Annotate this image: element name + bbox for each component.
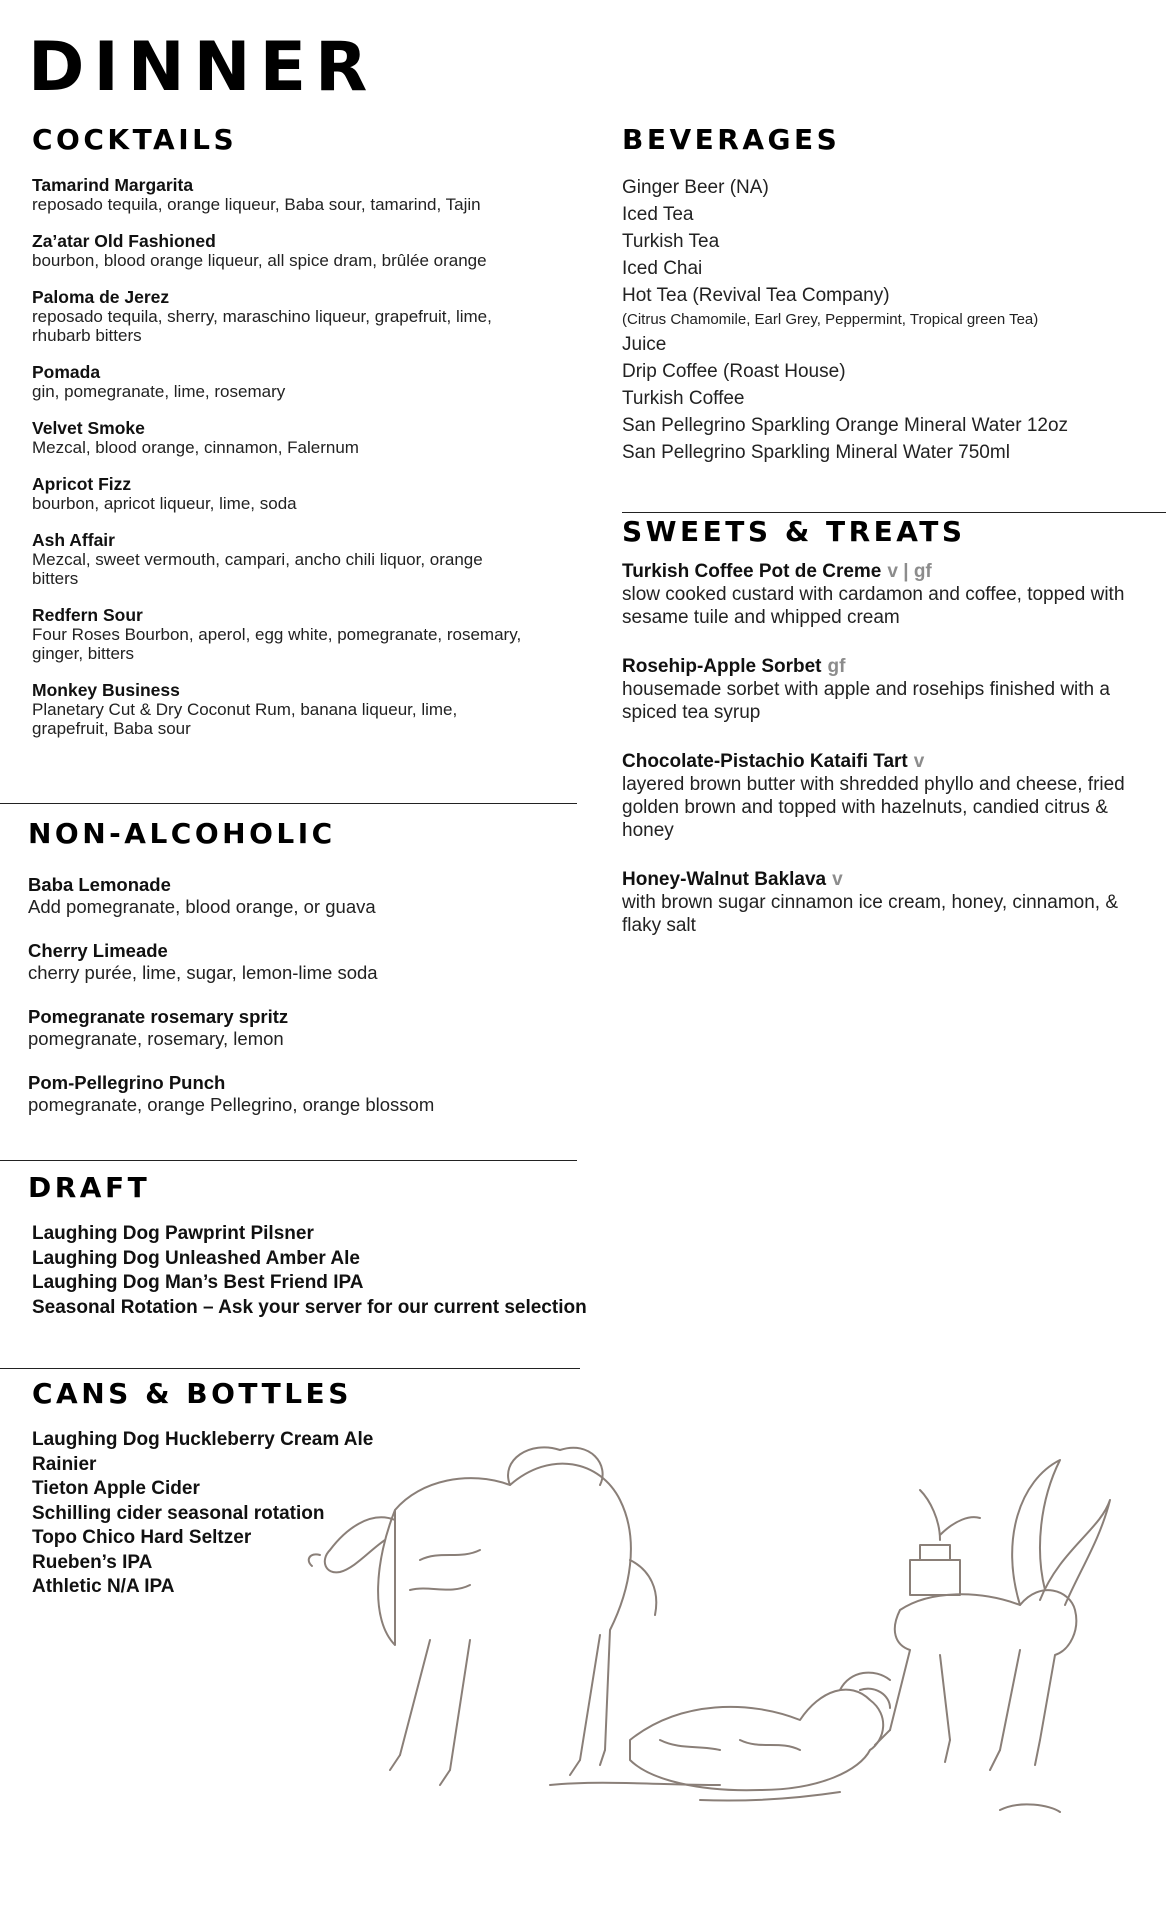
item-desc: pomegranate, orange Pellegrino, orange blossom [28, 1094, 435, 1115]
beverage-item: Drip Coffee (Roast House) [622, 361, 846, 382]
draft-section [28, 1171, 648, 1320]
cocktail-item [32, 232, 532, 270]
can-item: Laughing Dog Huckleberry Cream Ale [32, 1429, 374, 1450]
item-name-text: Rosehip-Apple Sorbet [622, 656, 822, 677]
ibex-sketch [875, 1460, 1110, 1812]
draft-item: Laughing Dog Man’s Best Friend IPA [32, 1272, 364, 1293]
animal-sketch-illustration [300, 1440, 1125, 1880]
sweets-list [622, 560, 1142, 937]
cocktail-item [32, 606, 532, 663]
beverages-section [622, 123, 1152, 466]
sweet-item [622, 655, 1142, 724]
draft-list [32, 1222, 648, 1320]
cocktail-item [32, 288, 532, 345]
beverage-item: San Pellegrino Sparkling Mineral Water 750ml [622, 442, 1010, 463]
item-desc: with brown sugar cinnamon ice cream, honey, cinnamon, & flaky salt [622, 892, 1119, 936]
dietary-tag: gf [827, 656, 846, 677]
item-name: Pom-Pellegrino Punch [28, 1072, 226, 1093]
draft-item: Seasonal Rotation – Ask your server for our current selection [32, 1296, 587, 1318]
cocktail-item [32, 363, 532, 401]
item-desc: pomegranate, rosemary, lemon [28, 1028, 284, 1049]
cans-heading: CANS & BOTTLES [32, 1377, 352, 1410]
item-name: Tamarind Margarita [32, 175, 194, 195]
item-name [622, 868, 1142, 891]
dietary-tag: v | gf [887, 561, 932, 582]
item-desc: bourbon, blood orange liqueur, all spice dram, brûlée orange [32, 251, 487, 270]
item-name: Za’atar Old Fashioned [32, 231, 216, 251]
item-name [622, 750, 1142, 773]
draft-item: Laughing Dog Unleashed Amber Ale [32, 1247, 360, 1269]
can-item: Tieton Apple Cider [32, 1478, 200, 1499]
item-desc: Four Roses Bourbon, aperol, egg white, pomegranate, rosemary, ginger, bitters [32, 625, 522, 663]
item-desc: reposado tequila, sherry, maraschino liqueur, grapefruit, lime, rhubarb bitters [32, 307, 492, 345]
non-alcoholic-list [28, 874, 568, 1116]
item-name-text: Turkish Coffee Pot de Creme [622, 561, 882, 582]
can-item: Topo Chico Hard Seltzer [32, 1527, 252, 1548]
cocktail-item [32, 419, 532, 457]
section-divider [622, 512, 1166, 513]
goat-sketch [550, 1673, 890, 1801]
item-desc: Add pomegranate, blood orange, or guava [28, 896, 376, 917]
item-name-text: Chocolate-Pistachio Kataifi Tart [622, 751, 908, 772]
beverage-item: Ginger Beer (NA) [622, 177, 769, 198]
item-name: Apricot Fizz [32, 474, 132, 494]
sweets-section [622, 515, 1142, 963]
item-name: Pomegranate rosemary spritz [28, 1006, 289, 1027]
cocktails-section [32, 123, 532, 756]
cocktail-item [32, 176, 532, 214]
item-desc: layered brown butter with shredded phyllo and cheese, fried golden brown and topped with hazelnuts, candied citrus & honey [622, 774, 1125, 841]
draft-heading: DRAFT [28, 1171, 151, 1204]
beverage-item: Turkish Tea [622, 231, 720, 252]
non-alcoholic-heading: NON-ALCOHOLIC [28, 817, 336, 850]
can-item: Athletic N/A IPA [32, 1576, 175, 1597]
item-name-text: Honey-Walnut Baklava [622, 869, 827, 890]
item-name: Ash Affair [32, 530, 115, 550]
section-divider [0, 1368, 580, 1369]
dietary-tag: v [832, 869, 843, 890]
beverages-heading: BEVERAGES [622, 123, 841, 156]
beverage-item: Iced Chai [622, 258, 703, 279]
beverage-item: Juice [622, 334, 667, 355]
item-name [622, 560, 1142, 583]
beverage-item: Iced Tea [622, 204, 694, 225]
item-name: Monkey Business [32, 680, 180, 700]
section-divider [0, 1160, 577, 1161]
cocktail-item [32, 475, 532, 513]
item-name: Paloma de Jerez [32, 287, 170, 307]
can-item: Schilling cider seasonal rotation [32, 1502, 325, 1524]
beverage-item: San Pellegrino Sparkling Orange Mineral Water 12oz [622, 415, 1069, 436]
item-name [622, 655, 1142, 678]
non-alcoholic-item [28, 1072, 568, 1116]
item-desc: Mezcal, blood orange, cinnamon, Falernum [32, 438, 359, 457]
item-name: Cherry Limeade [28, 940, 168, 961]
section-divider [0, 803, 577, 804]
dietary-tag: v [913, 751, 925, 772]
can-item: Rainier [32, 1453, 97, 1475]
item-name: Velvet Smoke [32, 418, 145, 438]
beverage-item: Hot Tea (Revival Tea Company) [622, 285, 890, 306]
camel-sketch [309, 1447, 657, 1785]
cocktails-list [32, 176, 532, 738]
item-desc: Mezcal, sweet vermouth, campari, ancho chili liquor, orange bitters [32, 550, 483, 588]
non-alcoholic-item [28, 940, 568, 984]
item-desc: cherry purée, lime, sugar, lemon-lime soda [28, 962, 378, 983]
beverages-list [622, 174, 1152, 466]
item-name: Baba Lemonade [28, 874, 171, 895]
non-alcoholic-section [28, 817, 568, 1138]
item-name: Pomada [32, 362, 101, 382]
item-desc: reposado tequila, orange liqueur, Baba sour, tamarind, Tajin [32, 195, 481, 214]
item-desc: Planetary Cut & Dry Coconut Rum, banana liqueur, lime, grapefruit, Baba sour [32, 700, 458, 738]
draft-item: Laughing Dog Pawprint Pilsner [32, 1223, 314, 1244]
item-desc: bourbon, apricot liqueur, lime, soda [32, 494, 297, 513]
non-alcoholic-item [28, 874, 568, 918]
sweets-heading: SWEETS & TREATS [622, 515, 966, 548]
cocktails-heading: COCKTAILS [32, 123, 238, 156]
cocktail-item [32, 681, 532, 738]
item-desc: housemade sorbet with apple and rosehips finished with a spiced tea syrup [622, 679, 1110, 723]
sweet-item [622, 750, 1142, 842]
beverage-item: Turkish Coffee [622, 388, 745, 409]
menu-title: DINNER [28, 28, 377, 107]
sweet-item [622, 868, 1142, 937]
item-desc: gin, pomegranate, lime, rosemary [32, 382, 286, 401]
sweet-item [622, 560, 1142, 629]
non-alcoholic-item [28, 1006, 568, 1050]
item-name: Redfern Sour [32, 605, 143, 625]
cocktail-item [32, 531, 532, 588]
can-item: Rueben’s IPA [32, 1551, 153, 1573]
item-desc: slow cooked custard with cardamon and coffee, topped with sesame tuile and whipped cream [622, 584, 1125, 628]
beverage-note: (Citrus Chamomile, Earl Grey, Peppermint, Tropical green Tea) [622, 311, 1039, 328]
